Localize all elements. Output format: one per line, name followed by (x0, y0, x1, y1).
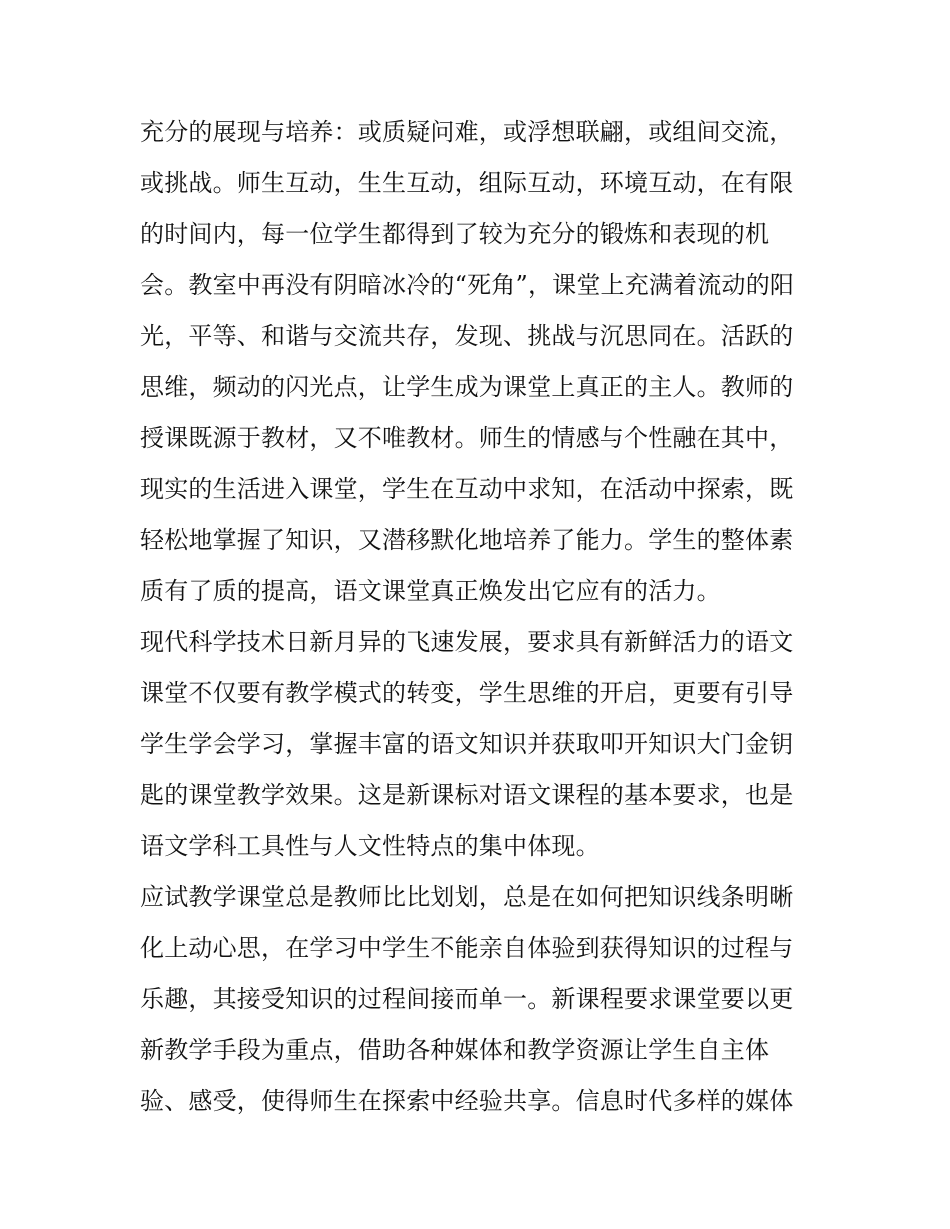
text-line: 课堂不仅要有教学模式的转变，学生思维的开启，更要有引导 (140, 679, 794, 707)
text-line: 充分的展现与培养：或质疑问难，或浮想联翩，或组间交流， (140, 118, 794, 146)
text-line: 现实的生活进入课堂，学生在互动中求知，在活动中探索，既 (140, 475, 794, 503)
text-line: 匙的课堂教学效果。这是新课标对语文课程的基本要求，也是 (140, 781, 794, 809)
paragraph-1 (140, 107, 820, 617)
text-line: 验、感受，使得师生在探索中经验共享。信息时代多样的媒体 (140, 1087, 794, 1115)
paragraph-2 (140, 617, 820, 872)
body-text (140, 107, 820, 1127)
text-line: 授课既源于教材，又不唯教材。师生的情感与个性融在其中， (140, 424, 794, 452)
text-line: 乐趣，其接受知识的过程间接而单一。新课程要求课堂要以更 (140, 985, 794, 1013)
text-line: 质有了质的提高，语文课堂真正焕发出它应有的活力。 (140, 577, 721, 605)
text-line: 思维，频动的闪光点，让学生成为课堂上真正的主人。教师的 (140, 373, 794, 401)
text-line: 轻松地掌握了知识，又潜移默化地培养了能力。学生的整体素 (140, 526, 794, 554)
text-line: 或挑战。师生互动，生生互动，组际互动，环境互动，在有限 (140, 169, 794, 197)
paragraph-3 (140, 872, 820, 1127)
text-line: 光，平等、和谐与交流共存，发现、挑战与沉思同在。活跃的 (140, 322, 794, 350)
text-line: 化上动心思，在学习中学生不能亲自体验到获得知识的过程与 (140, 934, 794, 962)
text-line: 学生学会学习，掌握丰富的语文知识并获取叩开知识大门金钥 (140, 730, 794, 758)
text-line: 新教学手段为重点，借助各种媒体和教学资源让学生自主体 (140, 1036, 770, 1064)
text-line: 应试教学课堂总是教师比比划划，总是在如何把知识线条明晰 (140, 883, 794, 911)
text-line: 的时间内，每一位学生都得到了较为充分的锻炼和表现的机 (140, 220, 770, 248)
text-line: 语文学科工具性与人文性特点的集中体现。 (140, 832, 600, 860)
text-line: 现代科学技术日新月异的飞速发展，要求具有新鲜活力的语文 (140, 628, 794, 656)
text-line: 会。教室中再没有阴暗冰冷的“死角”，课堂上充满着流动的阳 (140, 271, 795, 299)
